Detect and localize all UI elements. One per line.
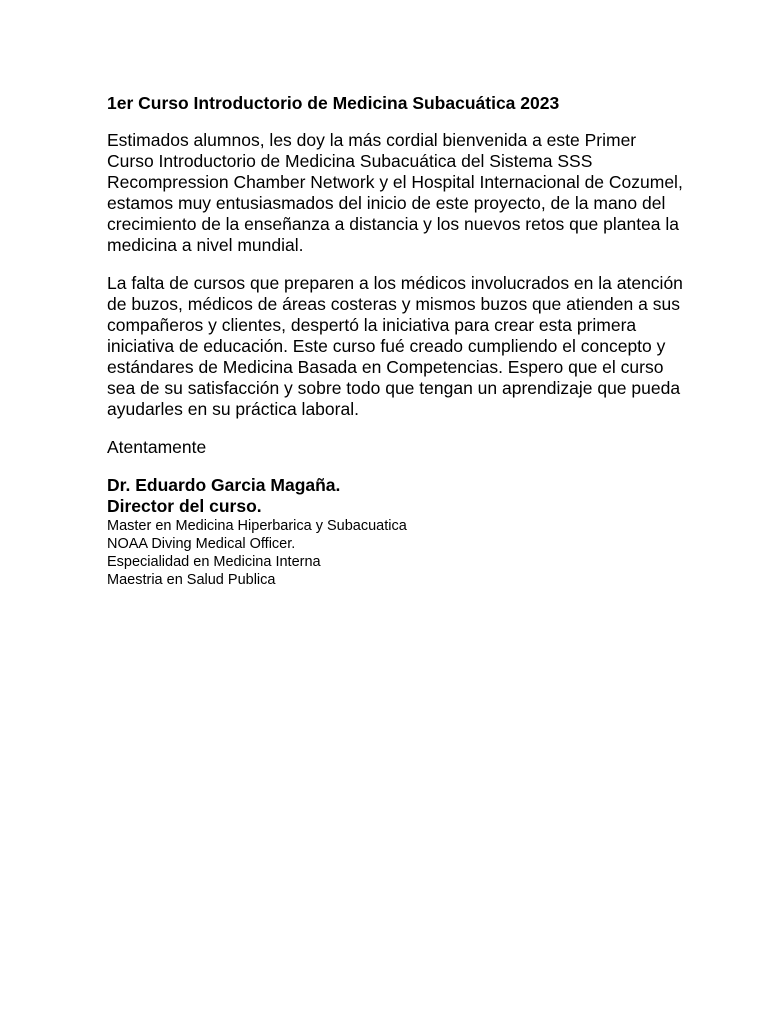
signature-block	[107, 475, 687, 589]
signatory-role: Director del curso.	[107, 496, 262, 516]
closing-salutation: Atentamente	[107, 437, 207, 457]
credentials-list	[107, 517, 687, 589]
motivation-paragraph: La falta de cursos que preparen a los médicos involucrados en la atención de buzos, médicos de áreas costeras y mismos buzos que atienden a sus compañeros y clientes, despertó la iniciativa para crear esta primera iniciativa de educación. Este curso fué creado cumpliendo el concepto y estándares de Medicina Basada en Competencias. Espero que el curso sea de su satisfacción y sobre todo que tengan un aprendizaje que pueda ayudarles en su práctica laboral.	[107, 273, 683, 419]
signatory-name: Dr. Eduardo Garcia Magaña.	[107, 475, 341, 495]
letter-title: 1er Curso Introductorio de Medicina Subacuática 2023	[107, 93, 560, 113]
credential-item: Master en Medicina Hiperbarica y Subacuatica	[107, 518, 407, 534]
letter-page	[107, 92, 687, 589]
credential-item: NOAA Diving Medical Officer.	[107, 536, 296, 552]
credential-item: Maestria en Salud Publica	[107, 572, 276, 588]
welcome-paragraph: Estimados alumnos, les doy la más cordial bienvenida a este Primer Curso Introductorio de Medicina Subacuática del Sistema SSS Recompression Chamber Network y el Hospital Internacional de Cozumel, estamos muy entusiasmados del inicio de este proyecto, de la mano del crecimiento de la enseñanza a distancia y los nuevos retos que plantea la medicina a nivel mundial.	[107, 130, 683, 255]
credential-item: Especialidad en Medicina Interna	[107, 554, 321, 570]
